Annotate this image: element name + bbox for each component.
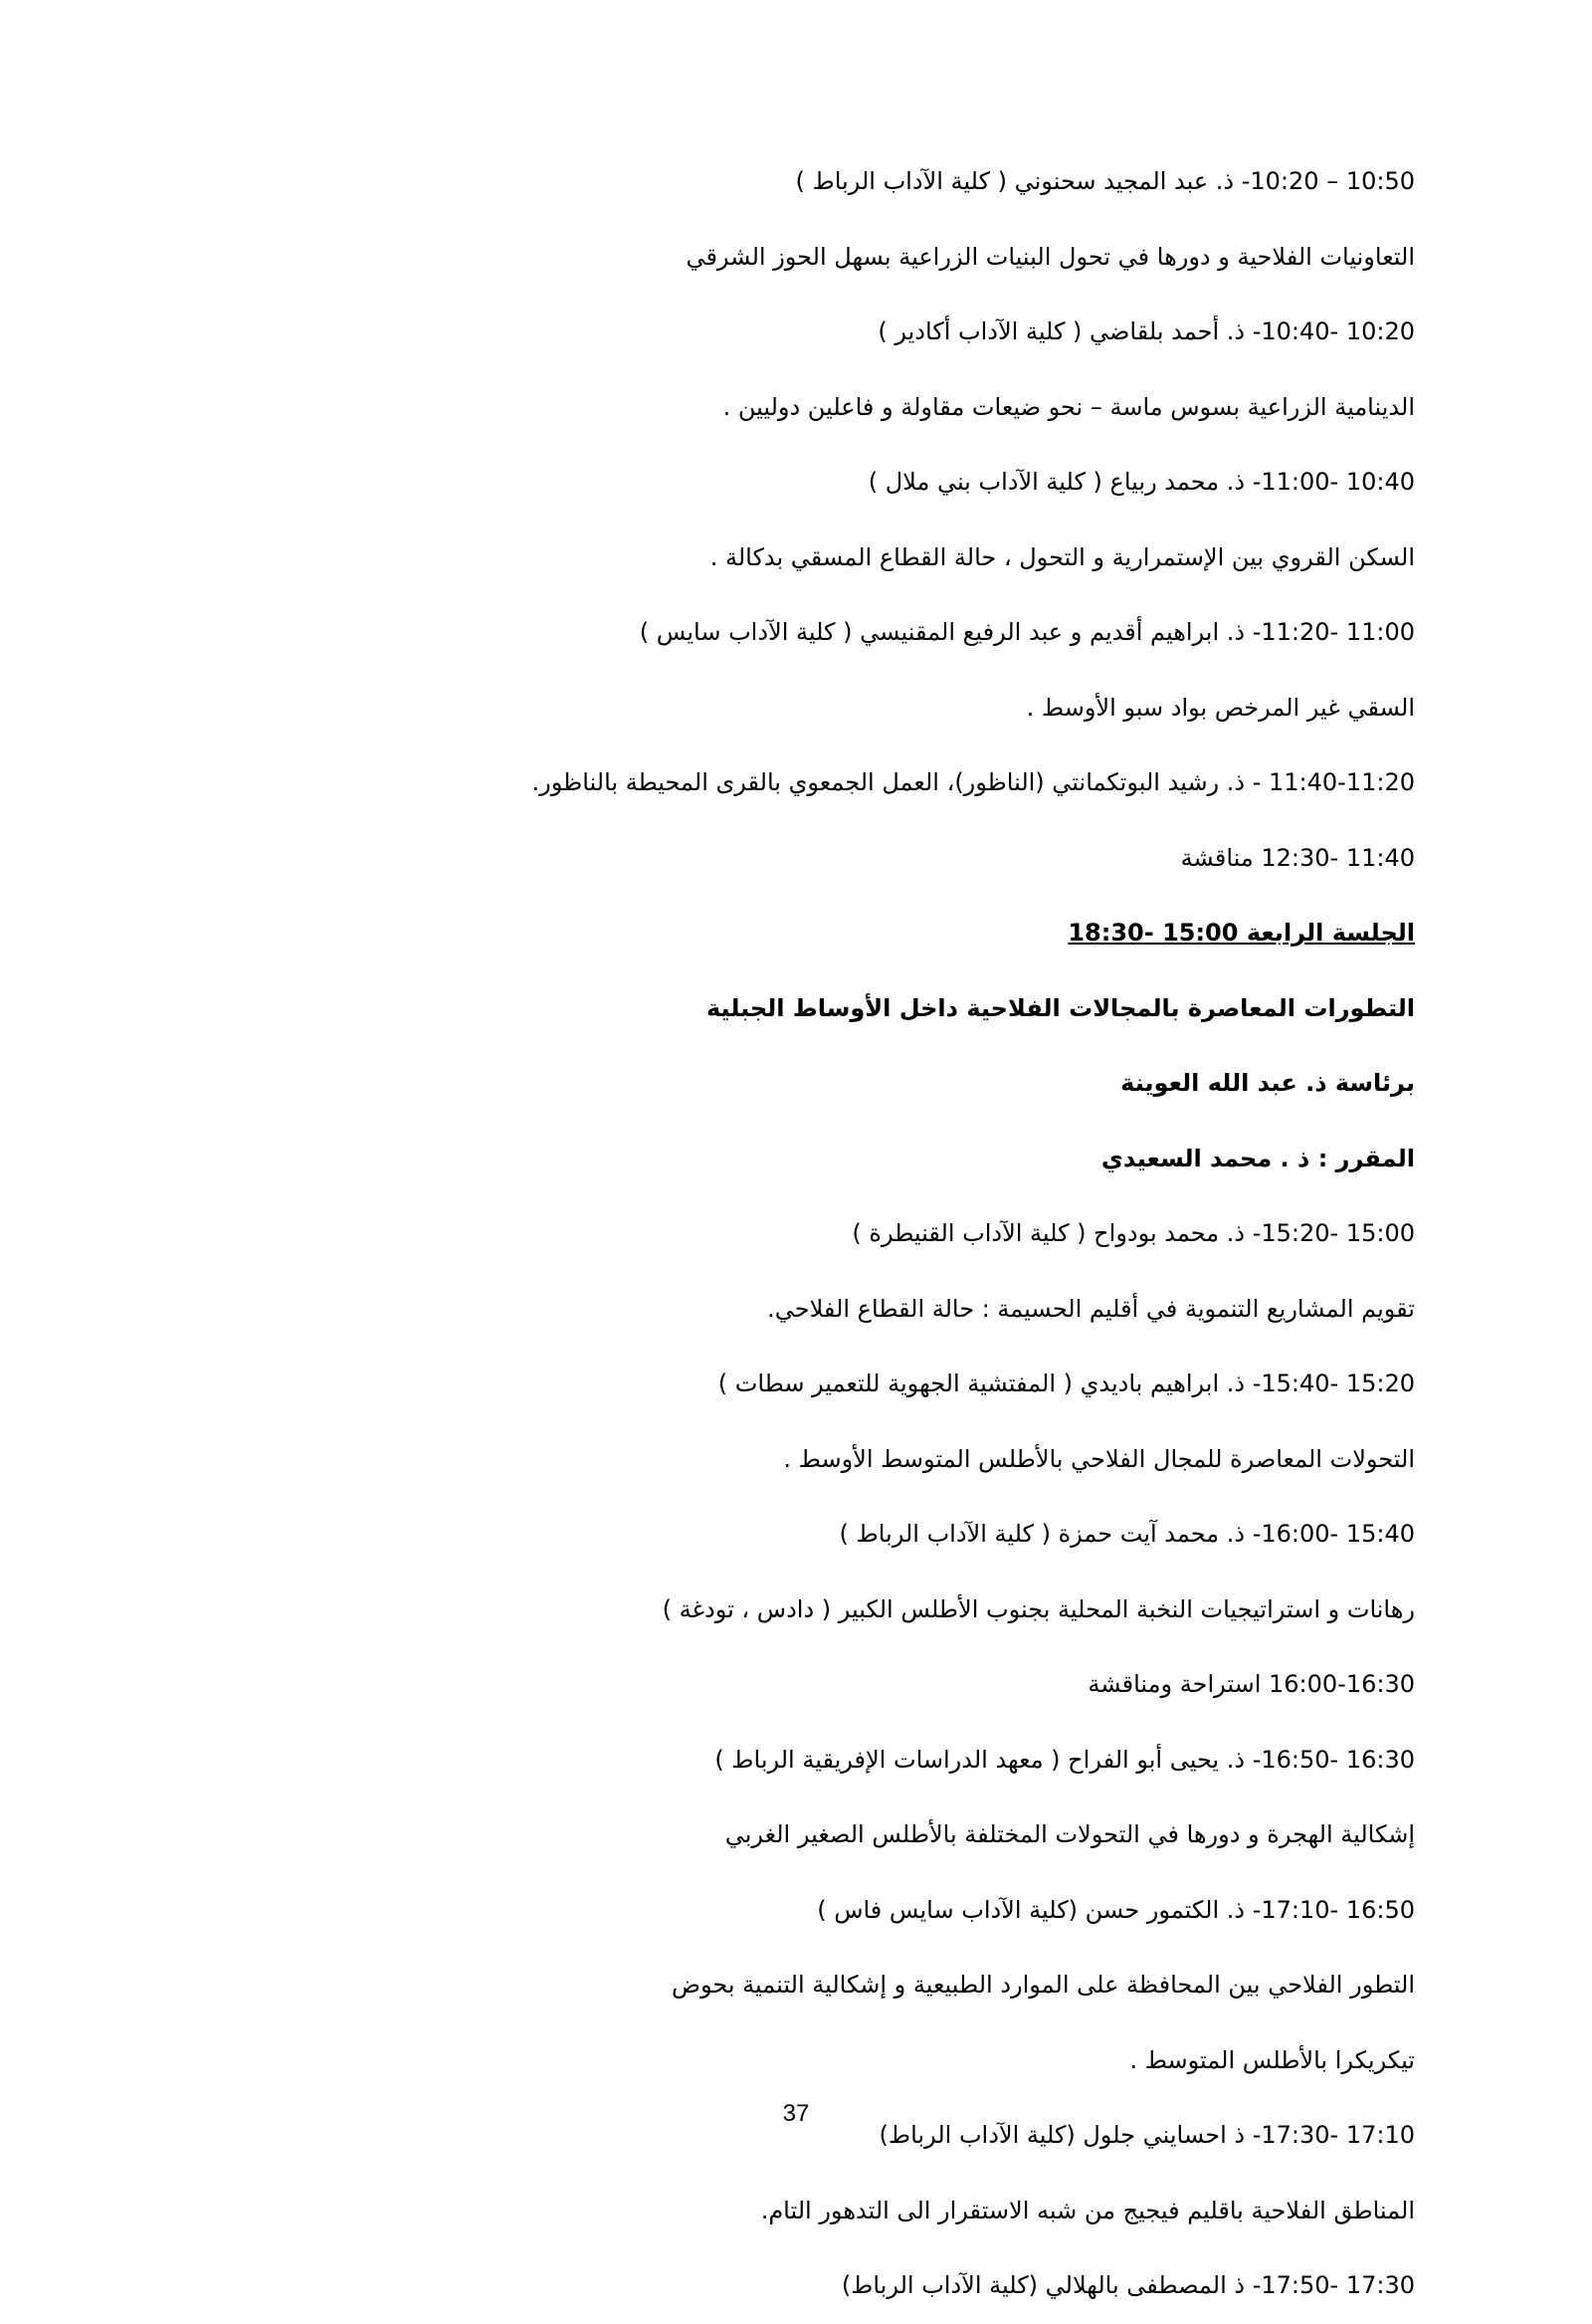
program-line: تقويم المشاريع التنموية في أقليم الحسيمة : حالة القطاع الفلاحي. [767,1294,1415,1323]
program-line: 15:40 -16:00- ذ. محمد آيت حمزة ( كلية الآداب الرباط ) [839,1520,1415,1548]
program-line: 10:40 -11:00- ذ. محمد ربياع ( كلية الآداب بني ملال ) [868,468,1415,496]
program-line: السقي غير المرخص بواد سبو الأوسط . [1026,693,1415,722]
program-line: المناطق الفلاحية باقليم فيجيج من شبه الاستقرار الى التدهور التام. [760,2196,1415,2224]
program-line: 16:50 -17:10- ذ. الكتمور حسن (كلية الآداب سايس فاس ) [817,1895,1415,1924]
program-content [221,144,1415,2324]
session-rapporteur: المقرر : ذ . محمد السعيدي [1100,1144,1415,1172]
program-line: 11:00 -11:20- ذ. ابراهيم أقديم و عبد الرفيع المقنيسي ( كلية الآداب سايس ) [639,618,1415,646]
program-line: 10:20 -10:40- ذ. أحمد بلقاضي ( كلية الآداب أكادير ) [878,317,1415,345]
program-line: 15:00 -15:20- ذ. محمد بودواح ( كلية الآداب القنيطرة ) [852,1219,1415,1247]
program-line: السكن القروي بين الإستمرارية و التحول ، حالة القطاع المسقي بدكالة . [709,542,1415,571]
program-line: التعاونيات الفلاحية و دورها في تحول البنيات الزراعية بسهل الحوز الشرقي [686,242,1415,271]
session-title: التطورات المعاصرة بالمجالات الفلاحية داخل الأوساط الجبلية [705,993,1415,1022]
program-line: التطور الفلاحي بين المحافظة على الموارد الطبيعية و إشكالية التنمية بحوض [671,1971,1415,1999]
program-line: 17:10 -17:30- ذ احسايني جلول (كلية الآداب الرباط) [879,2121,1415,2149]
program-line: 11:40-11:20 - ذ. رشيد البوتكمانتي (الناظور)، العمل الجمعوي بالقرى المحيطة بالناظور. [531,768,1415,796]
program-line: رهانات و استراتيجيات النخبة المحلية بجنوب الأطلس الكبير ( دادس ، تودغة ) [662,1594,1415,1623]
session-chair: برئاسة ذ. عبد الله العوينة [1120,1069,1415,1097]
program-line: 17:30 -17:50- ذ المصطفى بالهلالي (كلية الآداب الرباط) [841,2271,1415,2299]
program-line: الدينامية الزراعية بسوس ماسة – نحو ضيعات مقاولة و فاعلين دوليين . [722,392,1415,421]
program-line: 11:40 -12:30 مناقشة [1180,843,1415,872]
program-line: 10:50 – 10:20- ذ. عبد المجيد سحنوني ( كلية الآداب الرباط ) [795,167,1415,195]
program-line: إشكالية الهجرة و دورها في التحولات المختلفة بالأطلس الصغير الغربي [724,1820,1415,1848]
program-line: 15:20 -15:40- ذ. ابراهيم باديدي ( المفتشية الجهوية للتعمير سطات ) [717,1370,1415,1397]
session-heading: الجلسة الرابعة 15:00 -18:30 [1068,919,1415,947]
program-line: 16:00-16:30 استراحة ومناقشة [1088,1670,1415,1698]
program-line: التحولات المعاصرة للمجال الفلاحي بالأطلس المتوسط الأوسط . [783,1444,1415,1473]
program-line: تيكريكرا بالأطلس المتوسط . [1129,2045,1415,2074]
page-number: 37 [782,2100,810,2127]
program-line: 16:30 -16:50- ذ. يحيى أبو الفراح ( معهد الدراسات الإفريقية الرباط ) [714,1745,1415,1774]
